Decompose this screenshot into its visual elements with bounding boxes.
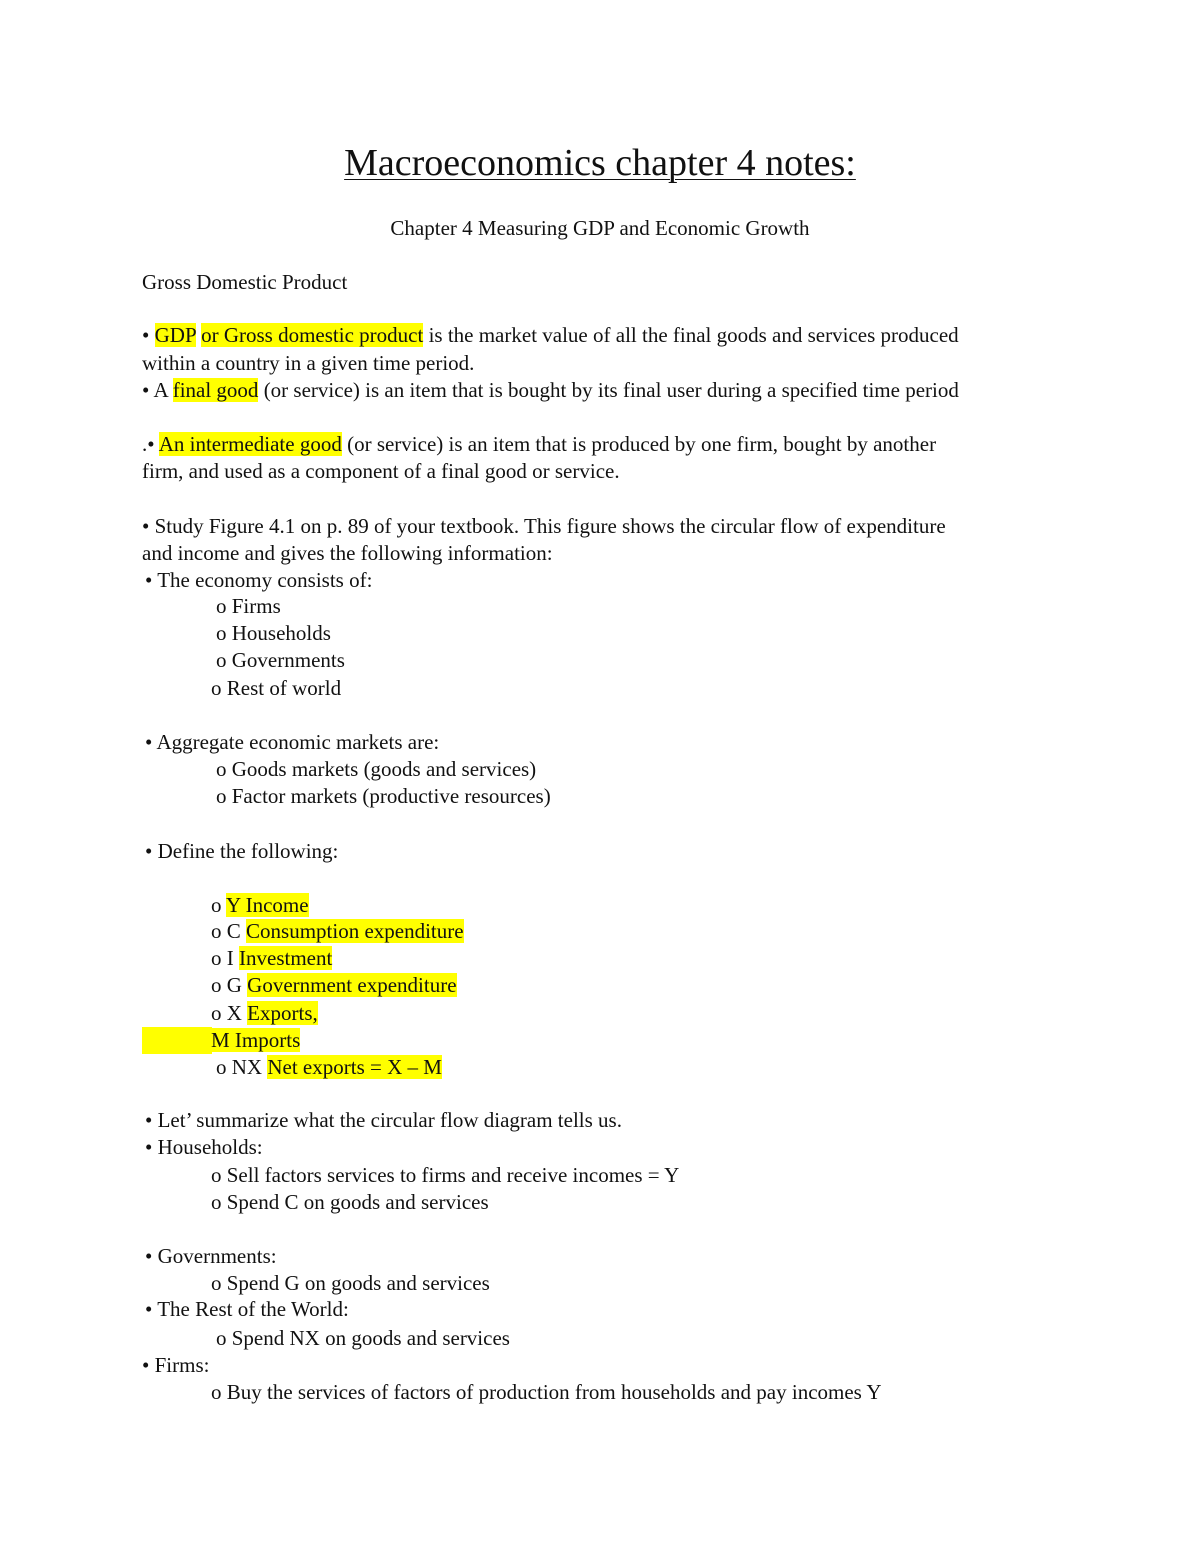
world-heading: • The Rest of the World:	[145, 1297, 349, 1321]
intermediate-good-line-2: firm, and used as a component of a final good or service.	[142, 459, 620, 483]
highlight-term: Consumption expenditure	[246, 919, 464, 943]
gdp-definition-line-1: • GDP or Gross domestic product is the market value of all the final goods and services produced	[142, 323, 959, 347]
study-figure-line-1: • Study Figure 4.1 on p. 89 of your textbook. This figure shows the circular flow of expenditure	[142, 514, 946, 538]
document-subtitle: Chapter 4 Measuring GDP and Economic Growth	[390, 216, 810, 240]
highlight-term: Exports,	[247, 1001, 318, 1025]
economy-item: o Rest of world	[211, 676, 342, 700]
define-item: o C Consumption expenditure	[211, 919, 464, 943]
households-item: o Spend C on goods and services	[211, 1190, 489, 1214]
define-item: o G Government expenditure	[211, 973, 457, 997]
section-heading: Gross Domestic Product	[142, 270, 348, 294]
households-heading: • Households:	[145, 1135, 263, 1159]
markets-item: o Goods markets (goods and services)	[216, 757, 537, 781]
highlight-intermediate-good: An intermediate good	[158, 432, 342, 456]
economy-heading: • The economy consists of:	[145, 568, 373, 592]
final-good-definition: • A final good (or service) is an item that is bought by its final user during a specified time period	[142, 378, 959, 402]
study-figure-line-2: and income and gives the following information:	[142, 541, 553, 565]
governments-item: o Spend G on goods and services	[211, 1271, 490, 1295]
define-item: o NX Net exports = X – M	[216, 1055, 442, 1079]
gdp-definition-line-2: within a country in a given time period.	[142, 351, 475, 375]
economy-item: o Governments	[216, 648, 345, 672]
highlight-final-good: final good	[172, 378, 259, 402]
define-item: o Y Income	[211, 893, 309, 917]
highlight-term: Government expenditure	[247, 973, 457, 997]
intermediate-good-line-1: .• An intermediate good (or service) is an item that is produced by one firm, bought by another	[142, 432, 937, 456]
economy-item: o Firms	[216, 594, 281, 618]
firms-item: o Buy the services of factors of production from households and pay incomes Y	[211, 1380, 882, 1404]
document-title: Macroeconomics chapter 4 notes:	[344, 142, 856, 184]
define-item: o I Investment	[211, 946, 333, 970]
highlight-term: Investment	[239, 946, 333, 970]
highlight-term: Net exports = X – M	[267, 1055, 442, 1079]
define-item	[211, 1027, 300, 1054]
highlight-gdp: GDP	[154, 323, 196, 347]
highlight-indent-block	[142, 1027, 212, 1054]
world-item: o Spend NX on goods and services	[216, 1326, 510, 1350]
households-item: o Sell factors services to firms and receive incomes = Y	[211, 1163, 680, 1187]
define-item: o X Exports,	[211, 1001, 318, 1025]
markets-heading: • Aggregate economic markets are:	[145, 730, 440, 754]
highlight-term: Y Income	[225, 893, 309, 917]
markets-item: o Factor markets (productive resources)	[216, 784, 551, 808]
summary-intro: • Let’ summarize what the circular flow diagram tells us.	[145, 1108, 622, 1132]
define-heading: • Define the following:	[145, 839, 339, 863]
highlight-gross-domestic-product: or Gross domestic product	[201, 323, 424, 347]
highlight-term: M Imports	[211, 1028, 301, 1052]
governments-heading: • Governments:	[145, 1244, 277, 1268]
economy-item: o Households	[216, 621, 331, 645]
firms-heading: • Firms:	[142, 1353, 210, 1377]
